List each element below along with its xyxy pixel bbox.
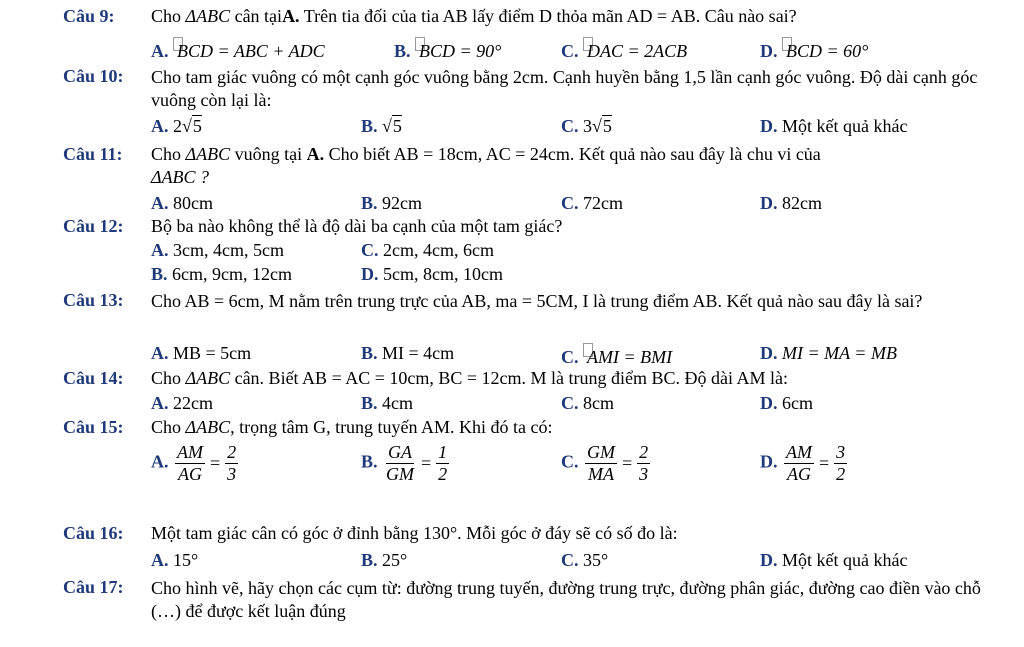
option-text: 5cm, 8cm, 10cm bbox=[383, 264, 503, 284]
option-label: C. bbox=[361, 240, 379, 260]
q13-option-c[interactable] bbox=[561, 343, 672, 368]
option-label: B. bbox=[361, 393, 378, 413]
coefficient: 2 bbox=[173, 116, 182, 136]
option-label: D. bbox=[760, 550, 778, 570]
option-label: B. bbox=[361, 550, 378, 570]
q9-option-b[interactable] bbox=[394, 37, 501, 62]
option-text: 80cm bbox=[173, 193, 213, 213]
option-label: A. bbox=[151, 240, 169, 260]
coefficient: 3 bbox=[583, 116, 592, 136]
question-17-stem: Cho hình vẽ, hãy chọn các cụm từ: đường trung tuyến, đường trung trực, đường phân giác, đường cao điền vào chỗ (…) để được kết luận đúng bbox=[151, 578, 981, 621]
option-label: A. bbox=[151, 116, 169, 136]
denominator: 2 bbox=[836, 463, 846, 484]
q12-option-a[interactable] bbox=[151, 240, 284, 261]
q11-stem-d: Cho biết AB = 18cm, AC = 24cm. Kết quả nào sau đây là chu vi của bbox=[328, 144, 821, 164]
q13-option-a[interactable] bbox=[151, 343, 251, 364]
option-text: AMI = BMI bbox=[587, 347, 673, 367]
denominator: 2 bbox=[438, 463, 448, 484]
radicand: 5 bbox=[192, 116, 202, 136]
q11-triangle: ΔABC bbox=[185, 144, 231, 164]
question-11-number: Câu 11: bbox=[63, 144, 123, 164]
question-11-stem bbox=[151, 144, 821, 165]
q14-stem-b: cân. Biết AB = AC = 10cm, BC = 12cm. M là trung điểm BC. Độ dài AM là: bbox=[234, 368, 789, 388]
option-text: 3cm, 4cm, 5cm bbox=[173, 240, 284, 260]
option-label: C. bbox=[561, 550, 579, 570]
option-label: C. bbox=[561, 116, 579, 136]
question-10-number: Câu 10: bbox=[63, 66, 124, 86]
q10-option-c[interactable]: C. 3√5 bbox=[561, 116, 612, 136]
radicand: 5 bbox=[392, 116, 402, 136]
q12-option-c[interactable] bbox=[361, 240, 494, 261]
option-label: A. bbox=[151, 343, 169, 363]
question-12-stem: Bộ ba nào không thể là độ dài ba cạnh của một tam giác? bbox=[151, 216, 563, 236]
option-label: C. bbox=[561, 451, 579, 472]
question-16-stem bbox=[151, 523, 678, 544]
q14-option-c[interactable] bbox=[561, 393, 614, 414]
q16-stem-a: Một tam giác cân có góc ở đỉnh bằng bbox=[151, 523, 419, 543]
denominator: AG bbox=[787, 463, 811, 484]
option-text: 6cm, 9cm, 12cm bbox=[172, 264, 292, 284]
q14-stem-a: Cho bbox=[151, 368, 182, 388]
question-15-stem bbox=[151, 417, 553, 438]
numerator: GA bbox=[388, 442, 413, 462]
question-9-stem bbox=[151, 6, 797, 27]
option-label: A. bbox=[151, 550, 169, 570]
question-13-number: Câu 13: bbox=[63, 290, 124, 310]
option-text: 6cm bbox=[782, 393, 813, 413]
option-text: 82cm bbox=[782, 193, 822, 213]
option-text: 92cm bbox=[382, 193, 423, 213]
q15-option-a[interactable]: A. $\frac{AM}{AG}$ = $\frac{2}{3}$ bbox=[151, 442, 237, 484]
fraction-right bbox=[637, 442, 650, 484]
q13-option-b[interactable] bbox=[361, 343, 454, 364]
option-text: 25° bbox=[382, 550, 408, 570]
option-label: D. bbox=[760, 451, 778, 472]
radicand: 5 bbox=[602, 116, 612, 136]
fraction-left bbox=[784, 442, 814, 484]
option-label: A. bbox=[151, 393, 169, 413]
denominator: 3 bbox=[639, 463, 649, 484]
fraction-left bbox=[175, 442, 205, 484]
option-label: C. bbox=[561, 193, 579, 213]
q15-stem-a: Cho bbox=[151, 417, 182, 437]
fraction-right bbox=[225, 442, 238, 484]
question-16-number: Câu 16: bbox=[63, 523, 124, 543]
option-label: B. bbox=[361, 451, 378, 472]
q16-option-b[interactable] bbox=[361, 550, 407, 571]
option-label: A. bbox=[151, 451, 169, 472]
option-text: Một kết quả khác bbox=[782, 116, 908, 136]
q12-option-b[interactable] bbox=[151, 264, 292, 285]
option-text: 35° bbox=[583, 550, 609, 570]
q9-option-d[interactable] bbox=[760, 37, 868, 62]
fraction-right bbox=[436, 442, 449, 484]
numerator: 1 bbox=[438, 442, 448, 462]
option-label: B. bbox=[394, 41, 411, 61]
option-text: 8cm bbox=[583, 393, 614, 413]
q11-option-a[interactable] bbox=[151, 193, 213, 214]
q15-triangle: ΔABC bbox=[185, 417, 231, 437]
question-14-stem bbox=[151, 368, 788, 389]
denominator: GM bbox=[386, 463, 415, 484]
q16-degree: 130° bbox=[422, 523, 458, 543]
question-17-number: Câu 17: bbox=[63, 577, 124, 597]
option-text: DAC = 2ACB bbox=[587, 41, 688, 61]
numerator: 2 bbox=[639, 442, 649, 462]
fraction-right bbox=[834, 442, 847, 484]
q14-option-d[interactable] bbox=[760, 393, 813, 414]
q11-option-b[interactable] bbox=[361, 193, 422, 214]
option-label: C. bbox=[561, 347, 579, 367]
option-label: D. bbox=[760, 343, 778, 363]
denominator: 3 bbox=[227, 463, 237, 484]
q11-stem-b: vuông tại bbox=[234, 144, 303, 164]
q11-stem-c: A. bbox=[306, 144, 325, 164]
option-label: D. bbox=[361, 264, 379, 284]
numerator: 2 bbox=[227, 442, 237, 462]
q16-option-a[interactable] bbox=[151, 550, 198, 571]
q16-stem-b: . Mỗi góc ở đáy sẽ có số đo là: bbox=[457, 523, 678, 543]
option-label: C. bbox=[561, 41, 579, 61]
option-text: Một kết quả khác bbox=[782, 550, 908, 570]
question-15-number: Câu 15: bbox=[63, 417, 124, 437]
option-label: D. bbox=[760, 41, 778, 61]
option-text: BCD = 60° bbox=[786, 41, 869, 61]
numerator: 3 bbox=[836, 442, 846, 462]
option-text: MI = MA = MB bbox=[782, 343, 897, 363]
option-label: D. bbox=[760, 116, 778, 136]
q9-option-a[interactable] bbox=[151, 37, 325, 62]
q15-option-c[interactable]: C. $\frac{GM}{MA}$ = $\frac{2}{3}$ bbox=[561, 442, 649, 484]
q9-stem-b: cân tại bbox=[234, 6, 283, 26]
question-12-number: Câu 12: bbox=[63, 216, 124, 236]
q11-stem-a: Cho bbox=[151, 144, 182, 164]
option-label: C. bbox=[561, 393, 579, 413]
option-label: A. bbox=[151, 193, 169, 213]
q14-option-a[interactable] bbox=[151, 393, 213, 414]
q10-option-d[interactable] bbox=[760, 116, 907, 137]
question-10-stem: Cho tam giác vuông có một cạnh góc vuông bằng 2cm. Cạnh huyền bằng 1,5 lần cạnh góc vuông. Độ dài cạnh góc vuông còn lại là: bbox=[151, 67, 978, 110]
option-label: D. bbox=[760, 393, 778, 413]
option-text: 2cm, 4cm, 6cm bbox=[383, 240, 494, 260]
fraction-left bbox=[585, 442, 617, 484]
option-label: B. bbox=[361, 193, 378, 213]
q9-stem-a: Cho bbox=[151, 6, 182, 26]
q13-option-d[interactable] bbox=[760, 343, 897, 364]
q10-option-a[interactable]: A. 2√5 bbox=[151, 116, 202, 136]
numerator: AM bbox=[786, 442, 812, 462]
q15-stem-b: , trọng tâm G, trung tuyến AM. Khi đó ta có: bbox=[230, 417, 553, 437]
option-text: 22cm bbox=[173, 393, 213, 413]
option-label: B. bbox=[361, 116, 378, 136]
q9-option-c[interactable] bbox=[561, 37, 687, 62]
q9-stem-c: A. bbox=[282, 6, 300, 26]
q15-option-b[interactable]: B. $\frac{GA}{GM}$ = $\frac{1}{2}$ bbox=[361, 442, 448, 484]
denominator: AG bbox=[178, 463, 202, 484]
question-13-stem: Cho AB = 6cm, M nằm trên trung trực của AB, ma = 5CM, I là trung điểm AB. Kết quả nào sau đây là sai? bbox=[151, 291, 923, 311]
question-9-number: Câu 9: bbox=[63, 6, 115, 26]
q16-option-c[interactable] bbox=[561, 550, 608, 571]
q14-option-b[interactable] bbox=[361, 393, 413, 414]
option-text: BCD = 90° bbox=[419, 41, 502, 61]
q11-option-c[interactable] bbox=[561, 193, 623, 214]
denominator: MA bbox=[588, 463, 614, 484]
q11-option-d[interactable] bbox=[760, 193, 822, 214]
q10-option-b[interactable]: B. √5 bbox=[361, 116, 402, 136]
fraction-left bbox=[384, 442, 416, 484]
option-text: 4cm bbox=[382, 393, 414, 413]
option-text: BCD = ABC + ADC bbox=[177, 41, 325, 61]
option-label: A. bbox=[151, 41, 169, 61]
option-text: MI = 4cm bbox=[382, 343, 455, 363]
q14-triangle: ΔABC bbox=[185, 368, 231, 388]
numerator: AM bbox=[177, 442, 203, 462]
option-text: MB = 5cm bbox=[173, 343, 252, 363]
q16-option-d[interactable] bbox=[760, 550, 907, 571]
option-label: B. bbox=[361, 343, 378, 363]
q9-triangle: ΔABC bbox=[185, 6, 231, 26]
option-label: D. bbox=[760, 193, 778, 213]
q12-option-d[interactable] bbox=[361, 264, 503, 285]
option-text: 72cm bbox=[583, 193, 623, 213]
option-label: B. bbox=[151, 264, 168, 284]
q15-option-d[interactable]: D. $\frac{AM}{AG}$ = $\frac{3}{2}$ bbox=[760, 442, 846, 484]
question-14-number: Câu 14: bbox=[63, 368, 124, 388]
q9-stem-d: Trên tia đối của tia AB lấy điểm D thỏa mãn AD = AB. Câu nào sai? bbox=[303, 6, 797, 26]
option-text: 15° bbox=[173, 550, 199, 570]
numerator: GM bbox=[587, 442, 615, 462]
q11-stem-e: ΔABC ? bbox=[151, 167, 210, 187]
